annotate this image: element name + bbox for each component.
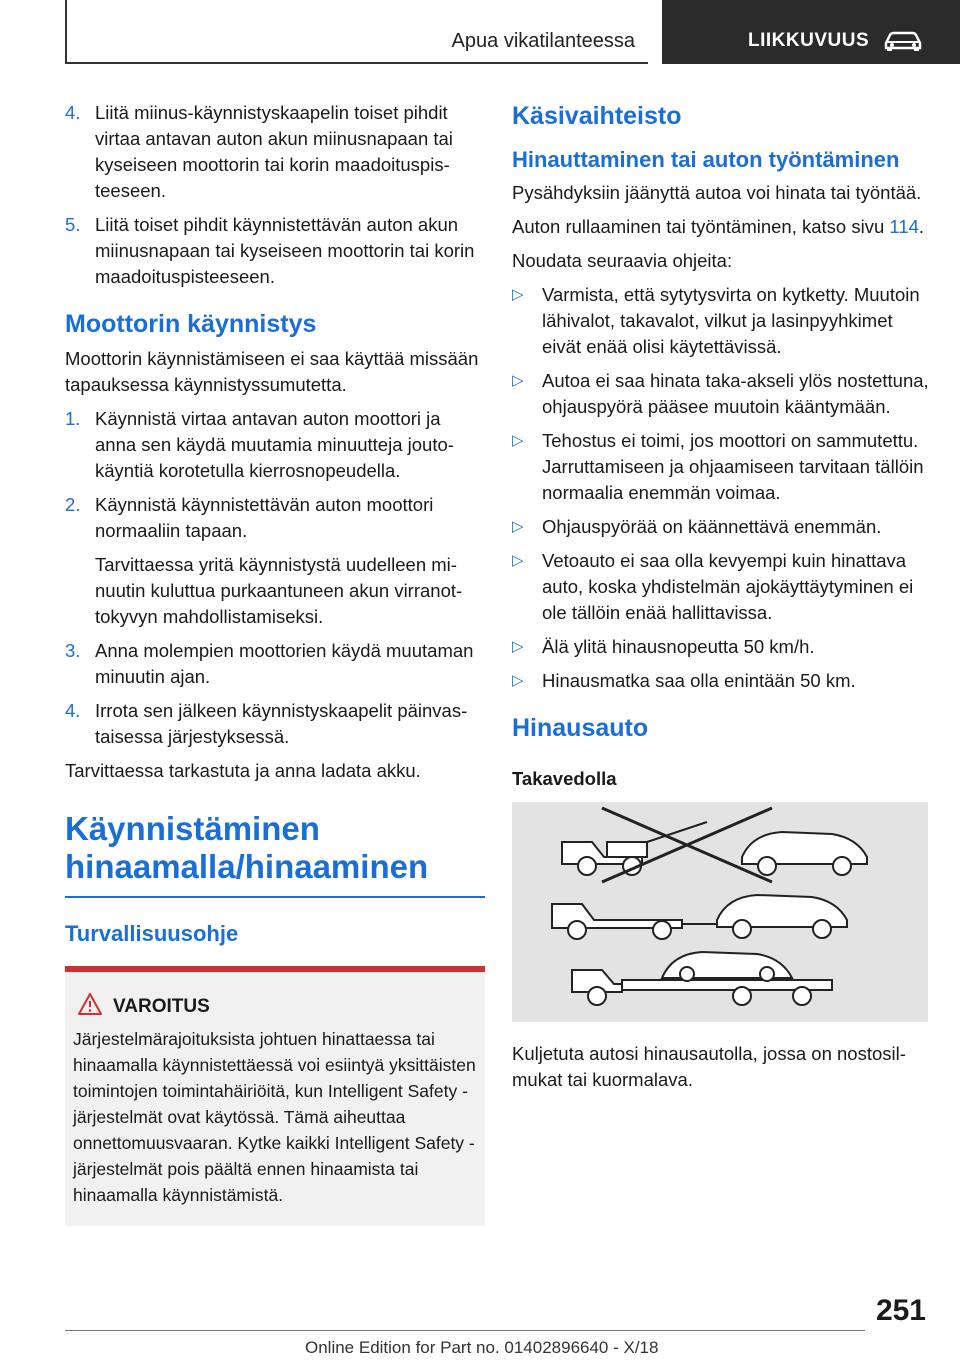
list-item — [512, 428, 932, 506]
page-link[interactable]: 114 — [889, 216, 919, 237]
bullet-text: Tehostus ei toimi, jos moottori on sammutettu. Jarruttamiseen ja ohjaamiseen tarvitaan tällöin normaalia enemmän voimaa. — [542, 430, 924, 503]
bullet-triangle-icon: ▷ — [512, 372, 524, 389]
step-text: Liitä toiset pihdit käynnistettävän auton akun miinusnapaan tai kyseiseen moottorin tai korin maadoituspisteeseen. — [95, 214, 475, 287]
page-header — [0, 0, 960, 66]
towing-bullets — [512, 282, 932, 694]
header-section-title: Apua vikatilanteessa — [451, 30, 635, 52]
list-item — [65, 406, 485, 484]
bullet-text: Autoa ei saa hinata taka-akseli ylös nostettuna, ohjauspyörä pääsee muutoin kääntymään. — [542, 370, 929, 417]
bullet-text: Hinausmatka saa olla enintään 50 km. — [542, 670, 856, 691]
list-item — [512, 514, 932, 540]
footer-edition: Online Edition for Part no. 01402896640 - X/18 — [305, 1338, 659, 1357]
warning-title: VAROITUS — [113, 996, 210, 1017]
warning-text: Järjestelmärajoituksista johtuen hinattaessa tai hinaamalla käynnistettäessä voi esiintyä yksittäisten toimintojen toimintahäiriöitä, kun Intelligent Safety -järjestelmät ovat käytössä. Tämä aiheuttaa onnettomuusvaaran. Kytke kaikki Intelligent Safety -järjestelmät pois päältä ennen hinaamista tai hinaamalla käynnistämistä. — [73, 1029, 476, 1205]
bullet-triangle-icon: ▷ — [512, 432, 524, 449]
warning-triangle-icon — [77, 992, 103, 1016]
heading-rear-drive: Takavedolla — [512, 768, 617, 789]
step-number: 4. — [65, 700, 81, 721]
towing-p2-text: Auton rullaaminen tai työntäminen, katso sivu — [512, 216, 885, 237]
battery-note: Tarvittaessa tarkastuta ja anna ladata akku. — [65, 760, 421, 781]
list-item — [65, 100, 485, 204]
towing-p1: Pysähdyksiin jäänyttä autoa voi hinata tai työntää. — [512, 182, 922, 203]
heading-manual-transmission: Käsivaihteisto — [512, 102, 682, 130]
tow-truck-illustration — [512, 802, 928, 1022]
list-item — [65, 698, 485, 750]
towing-p2 — [512, 214, 932, 240]
steps-list-a — [65, 100, 485, 290]
step-text: Käynnistä virtaa antavan auton moottori ja anna sen käydä muutamia minuutteja joutokäyntiä korotetulla kierrosnopeudella. — [95, 408, 454, 481]
header-chapter-title: LIIKKUVUUS — [748, 30, 870, 51]
step-text: Liitä miinus-käynnistyskaapelin toiset pihdit virtaa antavan auton akun miinusnapaan tai kyseiseen moottorin tai korin maadoituspisteeseen. — [95, 102, 453, 201]
heading-towing: Hinauttaminen tai auton työntäminen — [512, 147, 900, 172]
bullet-text: Älä ylitä hinausnopeutta 50 km/h. — [542, 636, 815, 657]
engine-start-intro: Moottorin käynnistämiseen ei saa käyttää missään tapauksessa käynnistyssumutetta. — [65, 348, 479, 395]
steps-list-b — [65, 406, 485, 750]
bullet-triangle-icon: ▷ — [512, 518, 524, 535]
right-column — [512, 100, 932, 1101]
step-extra-text: Tarvittaessa yritä käynnistystä uudelleen minuutin kuluttua purkaantuneen akun virranottokyvyn mahdollistamiseksi. — [95, 554, 463, 627]
towing-p2-suffix: . — [918, 216, 925, 237]
list-item — [65, 212, 485, 290]
list-item — [512, 548, 932, 626]
heading-engine-start: Moottorin käynnistys — [65, 310, 317, 338]
bullet-triangle-icon: ▷ — [512, 672, 524, 689]
heading-tow-truck: Hinausauto — [512, 714, 649, 742]
page-number: 251 — [875, 1294, 926, 1327]
car-icon — [882, 29, 924, 51]
bullet-text: Ohjauspyörää on käännettävä enemmän. — [542, 516, 882, 537]
list-item — [512, 668, 932, 694]
left-column — [65, 100, 485, 1226]
list-item — [512, 634, 932, 660]
step-text: Irrota sen jälkeen käynnistyskaapelit päinvastaisessa järjestyksessä. — [95, 700, 468, 747]
step-number: 5. — [65, 214, 81, 235]
bullet-text: Varmista, että sytytysvirta on kytketty. Muutoin lähivalot, takavalot, vilkut ja lasinpyyhkimet eivät enää olisi käytettävissä. — [542, 284, 920, 357]
list-item — [512, 282, 932, 360]
list-item — [65, 492, 485, 630]
warning-header — [73, 994, 477, 1020]
tow-truck-caption: Kuljetuta autosi hinausautolla, jossa on nostosilmukat tai kuormalava. — [512, 1043, 906, 1090]
list-item — [512, 368, 932, 420]
bullet-triangle-icon: ▷ — [512, 552, 524, 569]
footer-divider — [65, 1330, 865, 1331]
step-number: 1. — [65, 408, 81, 429]
step-number: 2. — [65, 494, 81, 515]
bullet-text: Vetoauto ei saa olla kevyempi kuin hinattava auto, koska yhdistelmän ajokäyttäytyminen ei ole tällöin enää hallittavissa. — [542, 550, 914, 623]
list-item — [65, 638, 485, 690]
towing-p3: Noudata seuraavia ohjeita: — [512, 250, 733, 271]
step-text: Anna molempien moottorien käydä muutaman minuutin ajan. — [95, 640, 474, 687]
warning-box — [65, 966, 485, 1226]
bullet-triangle-icon: ▷ — [512, 286, 524, 303]
heading-safety: Turvallisuusohje — [65, 921, 239, 946]
step-number: 3. — [65, 640, 81, 661]
bullet-triangle-icon: ▷ — [512, 638, 524, 655]
step-text: Käynnistä käynnistettävän auton moottori normaaliin tapaan. — [95, 494, 434, 541]
step-number: 4. — [65, 102, 81, 123]
heading-tow-start: Käynnistäminen hinaamalla/hinaaminen — [65, 810, 485, 898]
